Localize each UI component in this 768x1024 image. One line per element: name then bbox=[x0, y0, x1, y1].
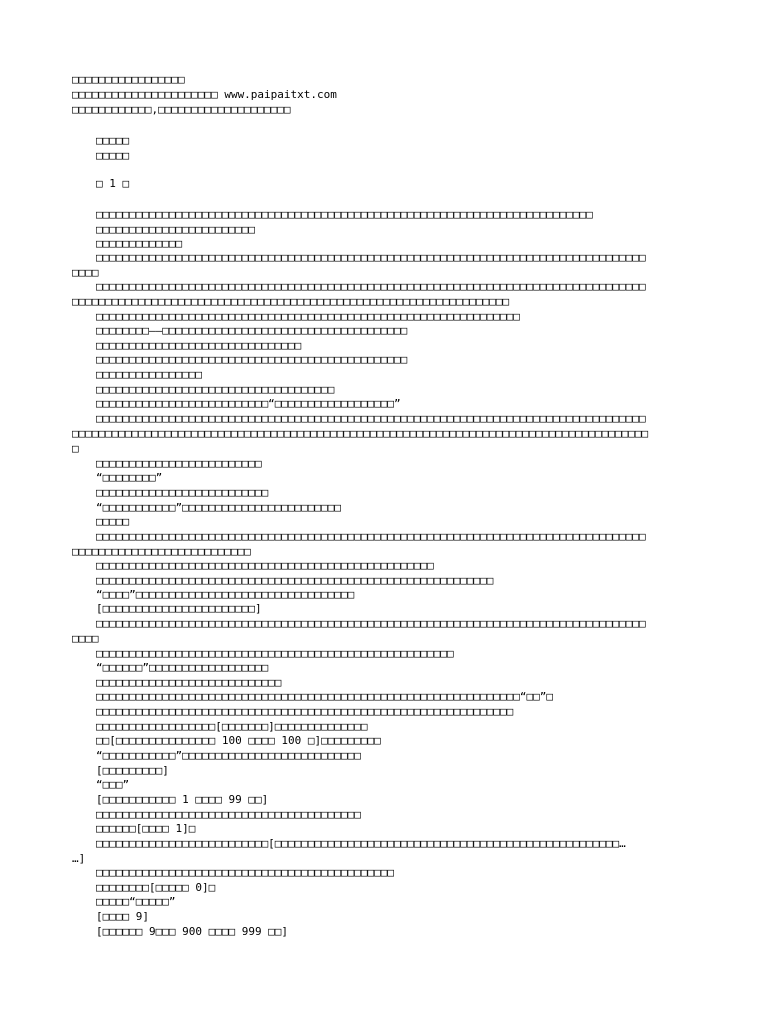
text-line: “□□□□□□□□” bbox=[96, 471, 163, 484]
text-line: □□□□□□□□□□□□□ bbox=[96, 237, 183, 250]
text-line: □□□□□□□□□□□□□□□□□□[□□□□□□□]□□□□□□□□□□□□□□ bbox=[96, 720, 368, 733]
text-line: □□□□□□□□□□□□□□□□□□□□□□□□□□□□□□□□□□□□□□□□□□□□□□□□□□□□□□□□□□□□□□□□□□□□□□□□□□□□□□□□□□□ bbox=[96, 251, 646, 264]
text-line: [□□□□ 9] bbox=[96, 910, 149, 923]
text-line: □□□□□“□□□□□” bbox=[96, 895, 176, 908]
text-line: □□□□□□□□□□□□□□□□□□□□□□□□□□□□□□□□□□□□□□□□□□□□□□□□□□□□□□□□□□□□□□□□□□ bbox=[72, 295, 510, 308]
text-line: □ bbox=[72, 442, 79, 455]
text-line: □□□□□□□□□□□□□□□□□□□□□□□□□□□□□□□□□□□□□□□□□□□□□ bbox=[96, 866, 395, 879]
text-line: □□□□□□□□[□□□□□ 0]□ bbox=[96, 881, 216, 894]
text-line: □□□□□□□□□□□□□□□□□□□□□□□□□□□ bbox=[72, 545, 251, 558]
book-author: □□□□□ bbox=[96, 149, 130, 162]
text-line: □□□□□□□□□□□□□□□□□□□□□□□□□□“□□□□□□□□□□□□□□□□□□” bbox=[96, 397, 401, 410]
text-line: □□□□□□□□□□□□□□□□□□□□□□□□□□□□□□□□□□□□□□□□□□□□□□□□□□□□□□□□□□□□□□□□□□□□□□□□□□□□□□□□□□□□□□□ bbox=[72, 427, 649, 440]
text-line: □□□□□□□□□□□□□□□□□□□□□□□□□□□□□□□ bbox=[96, 339, 302, 352]
header-line: □□□□□□□□□□□□□□□□□ bbox=[72, 73, 185, 86]
text-line: [□□□□□□□□□□□ 1 □□□□ 99 □□] bbox=[96, 793, 269, 806]
text-line: □□□□□□□□□□□□□□□□ bbox=[96, 368, 202, 381]
text-line: □□□□ bbox=[72, 632, 99, 645]
text-line: □□□□□□□□□□□□□□□□□□□□□□□□□□□□□□□□□□□□□□□□□□□□□□□□□□□□□□□□□□□□□□□□ bbox=[96, 310, 520, 323]
text-line: “□□□” bbox=[96, 778, 130, 791]
text-line: □□[□□□□□□□□□□□□□□□ 100 □□□□ 100 □]□□□□□□□□□ bbox=[96, 734, 381, 747]
book-title: □□□□□ bbox=[96, 134, 130, 147]
text-line: □□□□□□□□□□□□□□□□□□□□□□□□□□□□□□□□□□□□□□□□□□□□□□□□□□□□□□□□□□□□□□□□□□□□□□□□□□□□□□□□□□□ bbox=[96, 617, 646, 630]
text-line: □□□□□□□□□□□□□□□□□□□□□□□□□□□□□□□□□□□□□□□□□□□□□□□□□□□□□□ bbox=[96, 647, 454, 660]
text-line: “□□□□□□□□□□□”□□□□□□□□□□□□□□□□□□□□□□□□□□□ bbox=[96, 749, 361, 762]
text-line: □□□□□□□□□□□□□□□□□□□□□□□□□□□□ bbox=[96, 676, 282, 689]
text-line: □□□□□□□□□□□□□□□□□□□□□□□□□□□□□□□□□□□□□□□□□□□□□□□□□□□ bbox=[96, 559, 434, 572]
text-line: □□□□□ bbox=[96, 515, 130, 528]
text-line: □□□□□□□□□□□□□□□□□□□□□□□□□□[□□□□□□□□□□□□□□□□□□□□□□□□□□□□□□□□□□□□□□□□□□□□□□□□□□□□… bbox=[96, 837, 626, 850]
text-line: □□□□□□[□□□□ 1]□ bbox=[96, 822, 196, 835]
header-line: □□□□□□□□□□□□,□□□□□□□□□□□□□□□□□□□□ bbox=[72, 103, 291, 116]
text-line: □□□□□□□□——□□□□□□□□□□□□□□□□□□□□□□□□□□□□□□□□□□□□□ bbox=[96, 324, 408, 337]
header-url-line: □□□□□□□□□□□□□□□□□□□□□□ www.paipaitxt.com bbox=[72, 88, 337, 101]
text-line: …] bbox=[72, 852, 86, 865]
text-line: □□□□□□□□□□□□□□□□□□□□□□□□□□□□□□□□□□□□□□□□□□□□□□□□□□□□□□□□□□□□ bbox=[96, 574, 494, 587]
text-line: □□□□□□□□□□□□□□□□□□□□□□□□□ bbox=[96, 457, 262, 470]
text-line: □□□□□□□□□□□□□□□□□□□□□□□□□□□□□□□□□□□□□□□□□□□□□□□ bbox=[96, 353, 408, 366]
text-line: □□□□□□□□□□□□□□□□□□□□□□□□□□□□□□□□□□□□□□□□ bbox=[96, 808, 361, 821]
text-line: □□□□ bbox=[72, 266, 99, 279]
text-line: “□□□□□□”□□□□□□□□□□□□□□□□□□ bbox=[96, 661, 269, 674]
text-line: □□□□□□□□□□□□□□□□□□□□□□□□□□□□□□□□□□□□□□□□□□□□□□□□□□□□□□□□□□□□□□□□□□□□□□□□□□□ bbox=[96, 208, 593, 221]
text-line: □□□□□□□□□□□□□□□□□□□□□□□□□□□□□□□□□□□□□□□□□□□□□□□□□□□□□□□□□□□□□□□□“□□”□ bbox=[96, 690, 553, 703]
text-line: □□□□□□□□□□□□□□□□□□□□□□□□□□□□□□□□□□□□□□□□□□□□□□□□□□□□□□□□□□□□□□□□□□□□□□□□□□□□□□□□□□□ bbox=[96, 412, 646, 425]
text-line: □□□□□□□□□□□□□□□□□□□□□□□□□□ bbox=[96, 486, 269, 499]
text-line: “□□□□□□□□□□□”□□□□□□□□□□□□□□□□□□□□□□□□ bbox=[96, 501, 342, 514]
text-line: □□□□□□□□□□□□□□□□□□□□□□□□ bbox=[96, 223, 255, 236]
text-line: □□□□□□□□□□□□□□□□□□□□□□□□□□□□□□□□□□□□□□□□□□□□□□□□□□□□□□□□□□□□□□□ bbox=[96, 705, 514, 718]
text-line: □□□□□□□□□□□□□□□□□□□□□□□□□□□□□□□□□□□□□□□□□□□□□□□□□□□□□□□□□□□□□□□□□□□□□□□□□□□□□□□□□□□ bbox=[96, 280, 646, 293]
text-line: [□□□□□□□□□□□□□□□□□□□□□□□] bbox=[96, 602, 262, 615]
chapter-heading: □ 1 □ bbox=[96, 177, 130, 190]
text-line: [□□□□□□ 9□□□ 900 □□□□ 999 □□] bbox=[96, 925, 289, 938]
text-line: □□□□□□□□□□□□□□□□□□□□□□□□□□□□□□□□□□□□ bbox=[96, 383, 335, 396]
text-line: “□□□□”□□□□□□□□□□□□□□□□□□□□□□□□□□□□□□□□□ bbox=[96, 588, 355, 601]
text-line: [□□□□□□□□□] bbox=[96, 764, 169, 777]
text-line: □□□□□□□□□□□□□□□□□□□□□□□□□□□□□□□□□□□□□□□□□□□□□□□□□□□□□□□□□□□□□□□□□□□□□□□□□□□□□□□□□□□ bbox=[96, 530, 646, 543]
